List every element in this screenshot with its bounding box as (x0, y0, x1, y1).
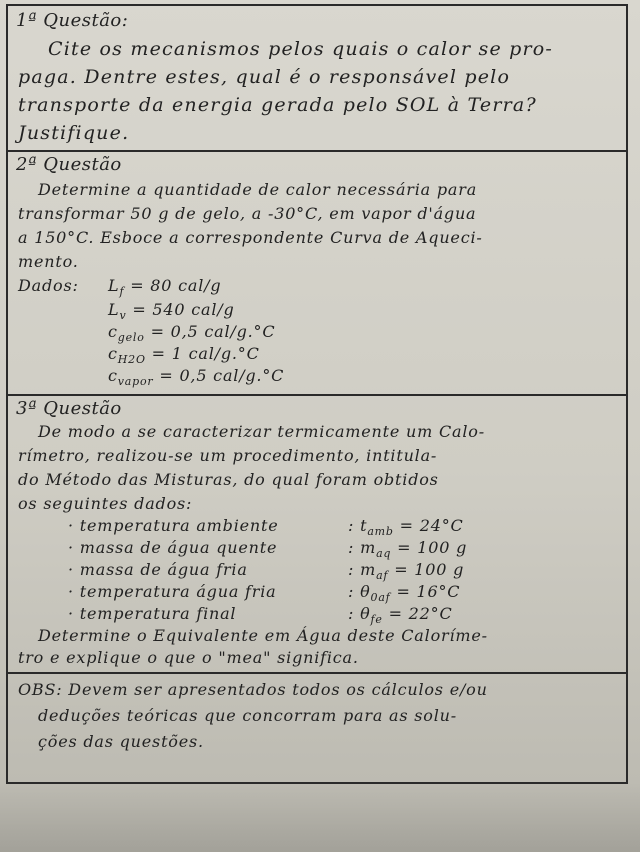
question-2-line: Determine a quantidade de calor necessária para (38, 180, 478, 199)
data-entry: : $\theta_{fe} = 22^\circ C$ (348, 604, 453, 626)
question-2-line: a 150°C. Esboce a correspondente Curva de Aqueci- (18, 228, 483, 247)
question-1-title: 1ª Questão: (16, 10, 129, 31)
data-entry-label: · massa de água quente (68, 538, 278, 557)
data-entry-label: · massa de água fria (68, 560, 248, 579)
question-3-line: os seguintes dados: (18, 494, 193, 513)
data-entry: : $m_{aq} = 100$ g (348, 538, 468, 560)
data-entry: $L_f = 80$ cal/g (108, 276, 222, 298)
question-2-line: transformar 50 g de gelo, a -30°C, em vapor d'água (18, 204, 477, 223)
question-3-line: do Método das Misturas, do qual foram obtidos (18, 470, 439, 489)
data-entry-label: · temperatura final (68, 604, 237, 623)
data-entry: : $t_{amb} = 24^\circ C$ (348, 516, 464, 538)
observation-line: ções das questões. (38, 732, 204, 751)
data-entry: $c_{gelo} = 0,5$ cal/g.°C (108, 322, 276, 344)
observation-box (6, 672, 628, 784)
question-3-line: De modo a se caracterizar termicamente um Calo- (38, 422, 485, 441)
data-entry: $c_{H2O} = 1$ cal/g.°C (108, 344, 260, 366)
data-entry: $L_v = 540$ cal/g (108, 300, 235, 322)
page-shadow (0, 782, 640, 852)
question-2-title: 2ª Questão (16, 154, 122, 175)
question-2-line: mento. (18, 252, 79, 271)
data-entry: : $\theta_{0af} = 16^\circ C$ (348, 582, 461, 604)
data-entry: $c_{vapor} = 0,5$ cal/g.°C (108, 366, 285, 388)
question-3-closing: Determine o Equivalente em Água deste Calorímе- (38, 626, 488, 645)
data-label: Dados: (18, 276, 79, 295)
question-2-box (6, 150, 628, 396)
question-1-line: Justifique. (18, 122, 130, 144)
data-entry-label: · temperatura água fria (68, 582, 277, 601)
question-3-title: 3ª Questão (16, 398, 122, 419)
data-entry-label: · temperatura ambiente (68, 516, 279, 535)
question-1-line: transporte da energia gerada pelo SOL à Terra? (18, 94, 537, 116)
data-entry: : $m_{af} = 100$ g (348, 560, 465, 582)
question-1-line: paga. Dentre estes, qual é o responsável pelo (18, 66, 511, 88)
observation-line: OBS: Devem ser apresentados todos os cálculos e/ou (18, 680, 488, 699)
question-1-box (6, 4, 628, 152)
question-1-line: Cite os mecanismos pelos quais o calor se pro- (48, 38, 554, 60)
observation-line: deduções teóricas que concorram para as solu- (38, 706, 457, 725)
question-3-box (6, 394, 628, 674)
question-3-closing: tro e explique o que o "mea" significa. (18, 648, 359, 667)
question-3-line: rímetro, realizou-se um procedimento, intitula- (18, 446, 438, 465)
